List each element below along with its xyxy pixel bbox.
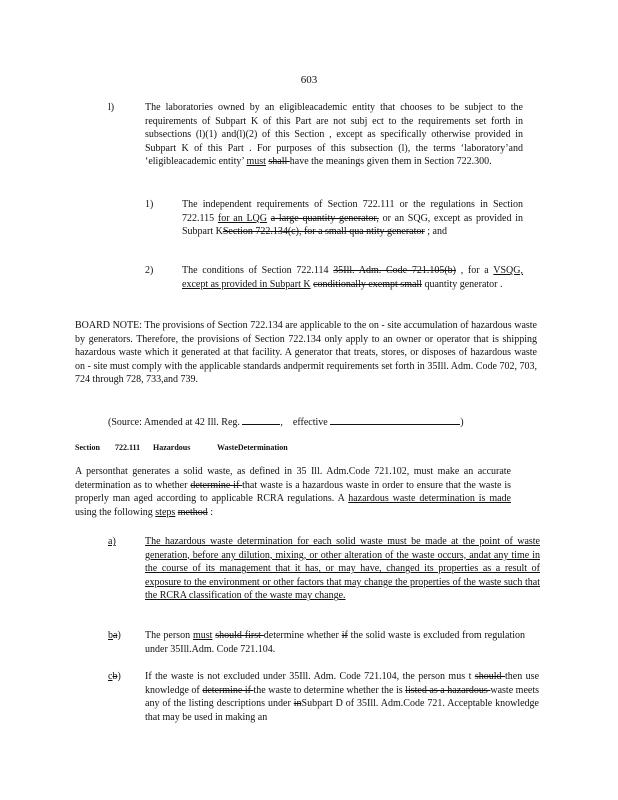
deleted-text: conditionally exempt small [313,278,422,290]
item-l2-text: The conditions of Section 722.114 35Ill. Adm. Code 721.105(b) , for a VSQG, except as provided in Subpart K conditionally exempt small quantity generator . [182,265,523,290]
item-c-text: If the waste is not excluded under 35Ill. Adm. Code 721.104, the person mus t should then use knowledge of determine if the waste to determine whether the is listed as a hazardous waste meets any of the listing descriptions under inSubpart D of 35Ill. Adm.Code 721. Acceptable knowledge that may be used in making an [145,671,540,723]
item-b-label: ba) [108,630,121,641]
deleted-text: determine if [190,479,243,491]
deleted-text: 35Ill. Adm. Code 721.105(b) [333,265,456,276]
item-l-text: The laboratories owned by an eligibleacademic entity that chooses to be subject to the requirements of Subpart K of this Part are not subj ect to the requirements set forth in subsections (l)(1) and(l)(2) of this Section , except as specifically otherwise provided in Subpart K of this Part . For purposes of this subsection (l), the terms ‘laboratory’and ‘eligibleacademic entity’ must shall have the meanings given them in Section 722.300. [145,102,523,168]
item-b-text: The person must should first determine whether if the solid waste is excluded from regulation under 35Ill.Adm. Code 721.104. [145,630,526,655]
deleted-text: shall [268,156,290,168]
inserted-text: hazardous waste determination is made [348,493,511,505]
inserted-text: VSQG, except as provided in Subpart K [182,265,523,290]
deleted-text: should first [215,630,264,641]
deleted-text: Section 722.134(c), for a small qua ntity generator [222,226,425,238]
deleted-text: method [177,506,208,518]
intro-paragraph: A personthat generates a solid waste, as defined in 35 Ill. Adm.Code 721.102, must make an accurate determination as to whether determine if that waste is a hazardous waste in order to ensure that the waste is properly man aged according to applicable RCRA regulations. A hazardous waste determination is made using the following steps method : [75,466,511,518]
deleted-text: in [293,698,302,710]
item-l-label: l) [108,102,115,113]
inserted-text: must [192,630,213,641]
item-a-text [145,535,540,603]
item-l1-label: 1) [145,199,154,210]
item-l2-label: 2) [145,265,154,276]
inserted-text: for an LQG [217,212,267,224]
deleted-text: a large quantity generator, [270,212,379,224]
deleted-text: listed as a hazardous [405,684,491,696]
deleted-text: determine if [202,684,254,696]
deleted-text: if [341,630,348,641]
blank-line [330,415,460,425]
section-heading: Section 722.111 Hazardous WasteDetermination [75,443,288,452]
item-c-label: cb) [108,671,121,682]
page-number: 603 [300,74,318,86]
item-a-label: a) [108,536,116,547]
inserted-text: steps [155,506,176,518]
inserted-text: must [246,156,266,168]
source-line: (Source: Amended at 42 Ill. Reg. , effective ) [108,417,464,428]
deleted-text: should [474,671,505,682]
blank-line [242,415,280,425]
board-note: BOARD NOTE: The provisions of Section 722.134 are applicable to the on - site accumulation of hazardous waste by generators. Therefore, the provisions of Section 722.134 only apply to an owner or operator that is shipping hazardous waste which it generated at that facility. A generator that treats, stores, or disposes of hazardous waste on - site must comply with the applicable standards andpermit requirements set forth in 35Ill. Adm. Code 702, 703, 724 through 728, 733,and 739. [75,320,537,386]
inserted-text: The hazardous waste determination for each solid waste must be made at the point of waste generation, before any dilution, mixing, or other alteration of the waste occurs, andat any time in the course of its management that it has, or may have, changed its properties as a result of exposure to the environment or other factors that may change the properties of the waste such that the RCRA classification of the waste may change. [145,536,540,602]
item-l1-text: The independent requirements of Section 722.111 or the regulations in Section 722.115 for an LQG a large quantity generator, or an SQG, except as provided in Subpart KSection 722.134(c), for a small qua ntity generator ; and [182,199,523,238]
